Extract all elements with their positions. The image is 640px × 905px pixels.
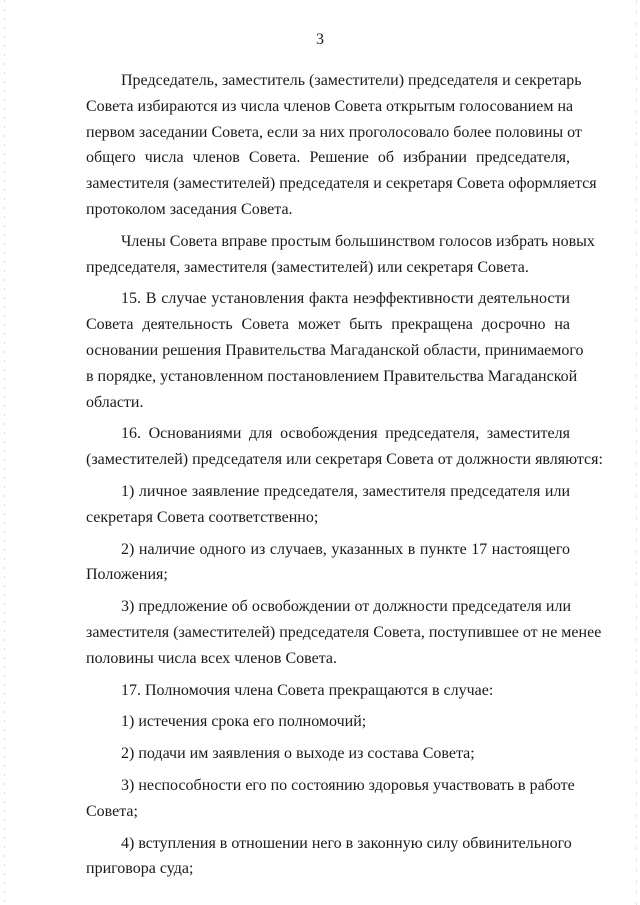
- text-line: 2) наличие одного из случаев, указанных в пункте 17 настоящего: [121, 540, 570, 558]
- paragraph-election: [86, 68, 597, 223]
- paragraph-item-17-3: [86, 773, 575, 825]
- paragraph-item-16-2: [86, 537, 570, 589]
- text-line: (заместителей) председателя или секретаря Совета от должности являются:: [86, 451, 603, 469]
- scan-edge-left: [4, 0, 5, 905]
- text-line: общего числа членов Совета. Решение об избрании председателя,: [86, 149, 570, 167]
- text-line: основании решения Правительства Магаданской области, принимаемого: [86, 341, 584, 359]
- text-line: заместителя (заместителей) председателя Совета, поступившее от не менее: [86, 623, 602, 641]
- text-line: в порядке, установленном постановлением Правительства Магаданской: [86, 367, 578, 385]
- text-line: Члены Совета вправе простым большинством голосов избрать новых: [121, 232, 595, 250]
- scan-edge-right: [636, 0, 637, 905]
- document-body: [86, 68, 603, 888]
- paragraph-item-17-2: [86, 741, 570, 767]
- paragraph-item-17-4: [86, 831, 570, 883]
- paragraph-reelection: [86, 229, 595, 281]
- text-line: Совета деятельность Совета может быть прекращена досрочно на: [86, 316, 570, 334]
- text-line: председателя, заместителя (заместителей) или секретаря Совета.: [86, 258, 529, 276]
- paragraph-item-16-1: [86, 479, 570, 531]
- text-line: Совета избираются из числа членов Совета открытым голосованием на: [86, 97, 574, 115]
- paragraph-item-16-3: [86, 594, 602, 671]
- paragraph-item-16: [86, 421, 603, 473]
- text-line: 16. Основаниями для освобождения председателя, заместителя: [121, 425, 570, 443]
- text-line: протоколом заседания Совета.: [86, 200, 293, 218]
- page-number: 3: [316, 31, 324, 48]
- paragraph-item-17: [86, 678, 570, 704]
- text-line: 3) предложение об освобождении от должности председателя или: [121, 598, 572, 616]
- text-line: 1) истечения срока его полномочий;: [121, 713, 367, 731]
- text-line: половины числа всех членов Совета.: [86, 649, 337, 667]
- text-line: заместителя (заместителей) председателя и секретаря Совета оформляется: [86, 175, 597, 193]
- text-line: Совета;: [86, 802, 138, 820]
- text-line: секретаря Совета соответственно;: [86, 508, 319, 526]
- text-line: 2) подачи им заявления о выходе из состава Совета;: [121, 745, 475, 763]
- text-line: Положения;: [86, 566, 168, 584]
- text-line: 4) вступления в отношении него в законную силу обвинительного: [121, 834, 572, 852]
- text-line: Председатель, заместитель (заместители) председателя и секретарь: [121, 72, 582, 89]
- paragraph-item-17-1: [86, 709, 570, 735]
- text-line: области.: [86, 393, 144, 411]
- paragraph-item-15: [86, 286, 584, 415]
- text-line: 3) неспособности его по состоянию здоровья участвовать в работе: [121, 776, 575, 794]
- text-line: 17. Полномочия члена Совета прекращаются в случае:: [121, 681, 494, 699]
- text-line: 15. В случае установления факта неэффективности деятельности: [121, 290, 570, 308]
- text-line: первом заседании Совета, если за них проголосовало более половины от: [86, 123, 582, 141]
- text-line: приговора суда;: [86, 860, 194, 878]
- text-line: 1) личное заявление председателя, заместителя председателя или: [121, 482, 570, 500]
